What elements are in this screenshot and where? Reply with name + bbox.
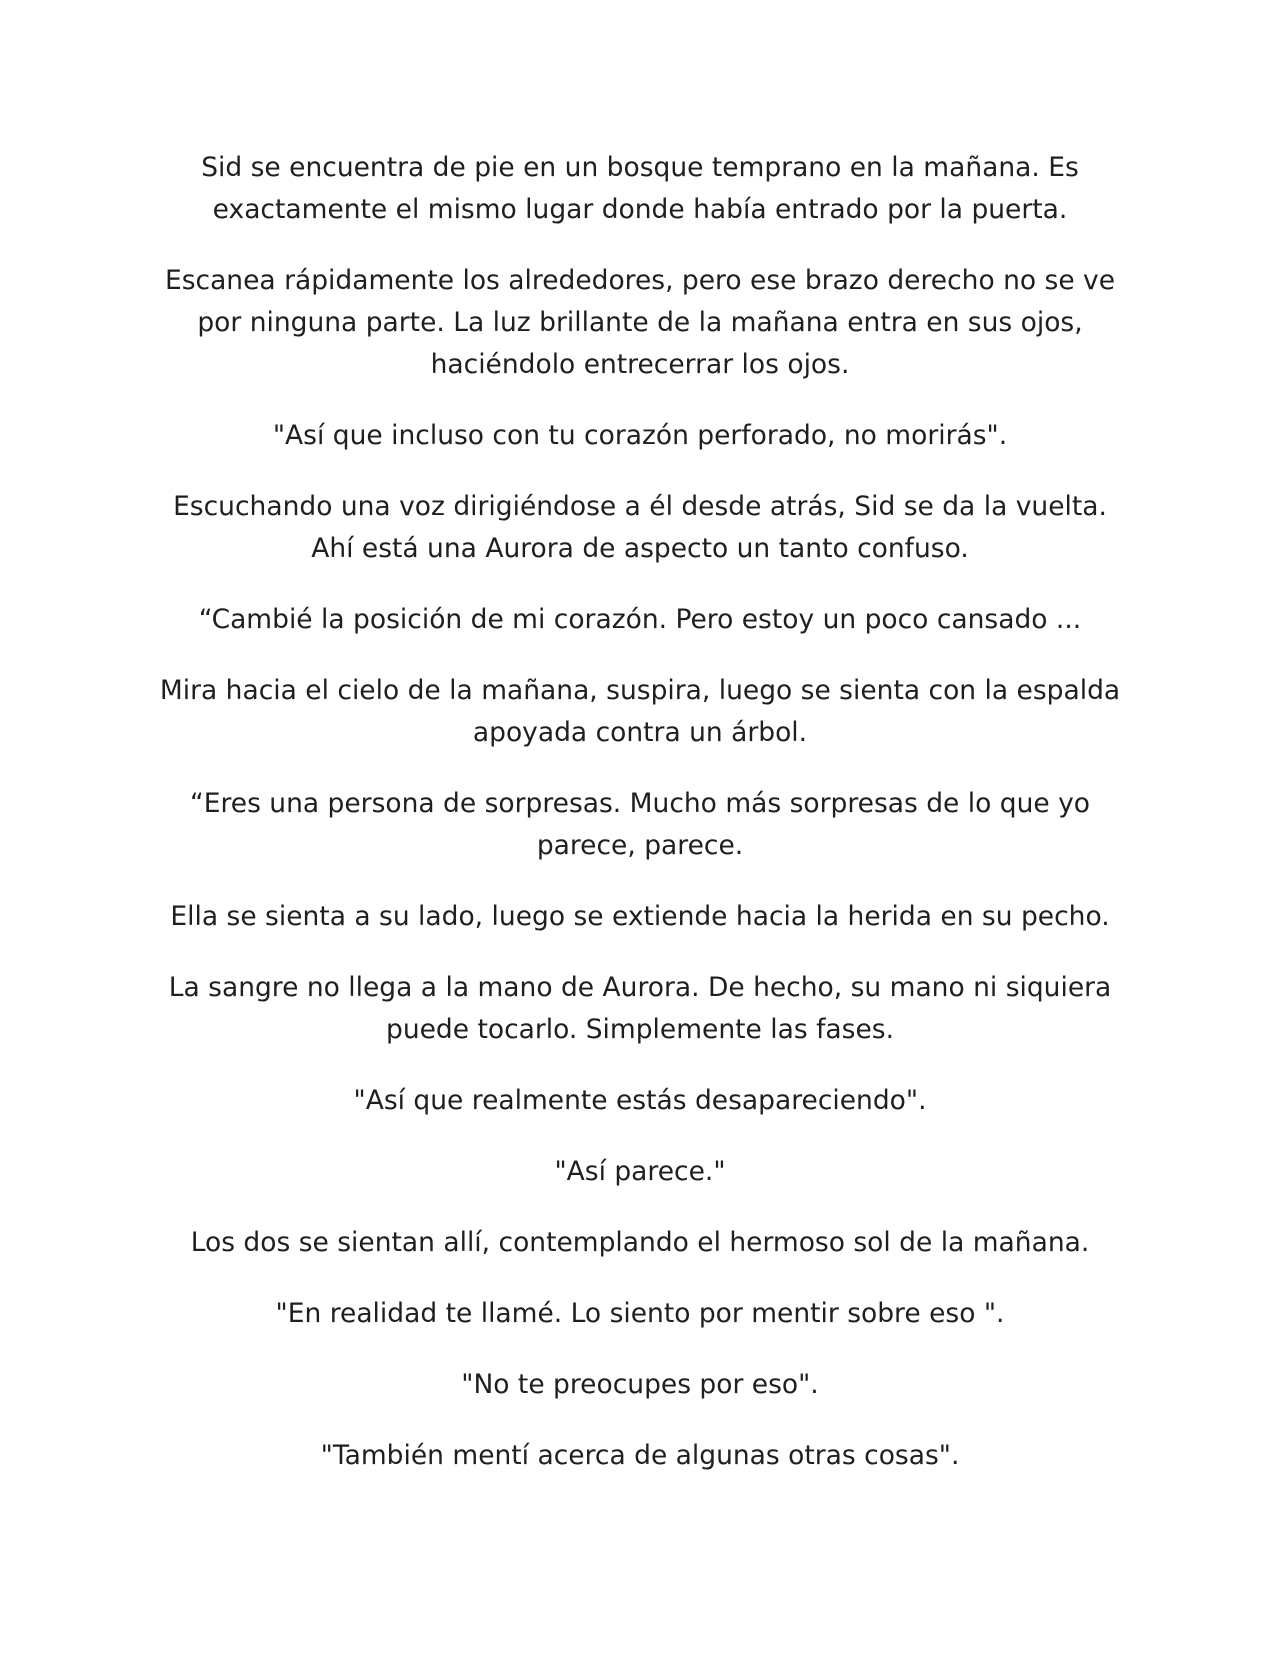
paragraph: “Eres una persona de sorpresas. Mucho más sorpresas de lo que yo parece, parece. (189, 788, 1091, 861)
paragraph: "Así que realmente estás desapareciendo". (353, 1085, 927, 1116)
paragraph: "No te preocupes por eso". (461, 1369, 819, 1400)
paragraph: Escuchando una voz dirigiéndose a él desde atrás, Sid se da la vuelta. Ahí está una Aurora de aspecto un tanto confuso. (173, 491, 1107, 564)
story-text (150, 147, 1130, 1506)
paragraph: “Cambié la posición de mi corazón. Pero estoy un poco cansado ... (198, 604, 1082, 635)
paragraph: Mira hacia el cielo de la mañana, suspira, luego se sienta con la espalda apoyada contra un árbol. (159, 675, 1121, 748)
paragraph: "Así que incluso con tu corazón perforado, no morirás". (272, 420, 1008, 451)
paragraph: La sangre no llega a la mano de Aurora. De hecho, su mano ni siquiera puede tocarlo. Simplemente las fases. (168, 972, 1112, 1045)
paragraph: Sid se encuentra de pie en un bosque temprano en la mañana. Es exactamente el mismo lugar donde había entrado por la puerta. (201, 152, 1079, 225)
paragraph: Escanea rápidamente los alrededores, pero ese brazo derecho no se ve por ninguna parte. La luz brillante de la mañana entra en sus ojos, haciéndolo entrecerrar los ojos. (164, 265, 1116, 380)
paragraph: "También mentí acerca de algunas otras cosas". (320, 1440, 960, 1471)
paragraph: Ella se sienta a su lado, luego se extiende hacia la herida en su pecho. (170, 901, 1110, 932)
paragraph: "En realidad te llamé. Lo siento por mentir sobre eso ". (275, 1298, 1005, 1329)
paragraph: Los dos se sientan allí, contemplando el hermoso sol de la mañana. (190, 1227, 1090, 1258)
paragraph: "Así parece." (554, 1156, 726, 1187)
